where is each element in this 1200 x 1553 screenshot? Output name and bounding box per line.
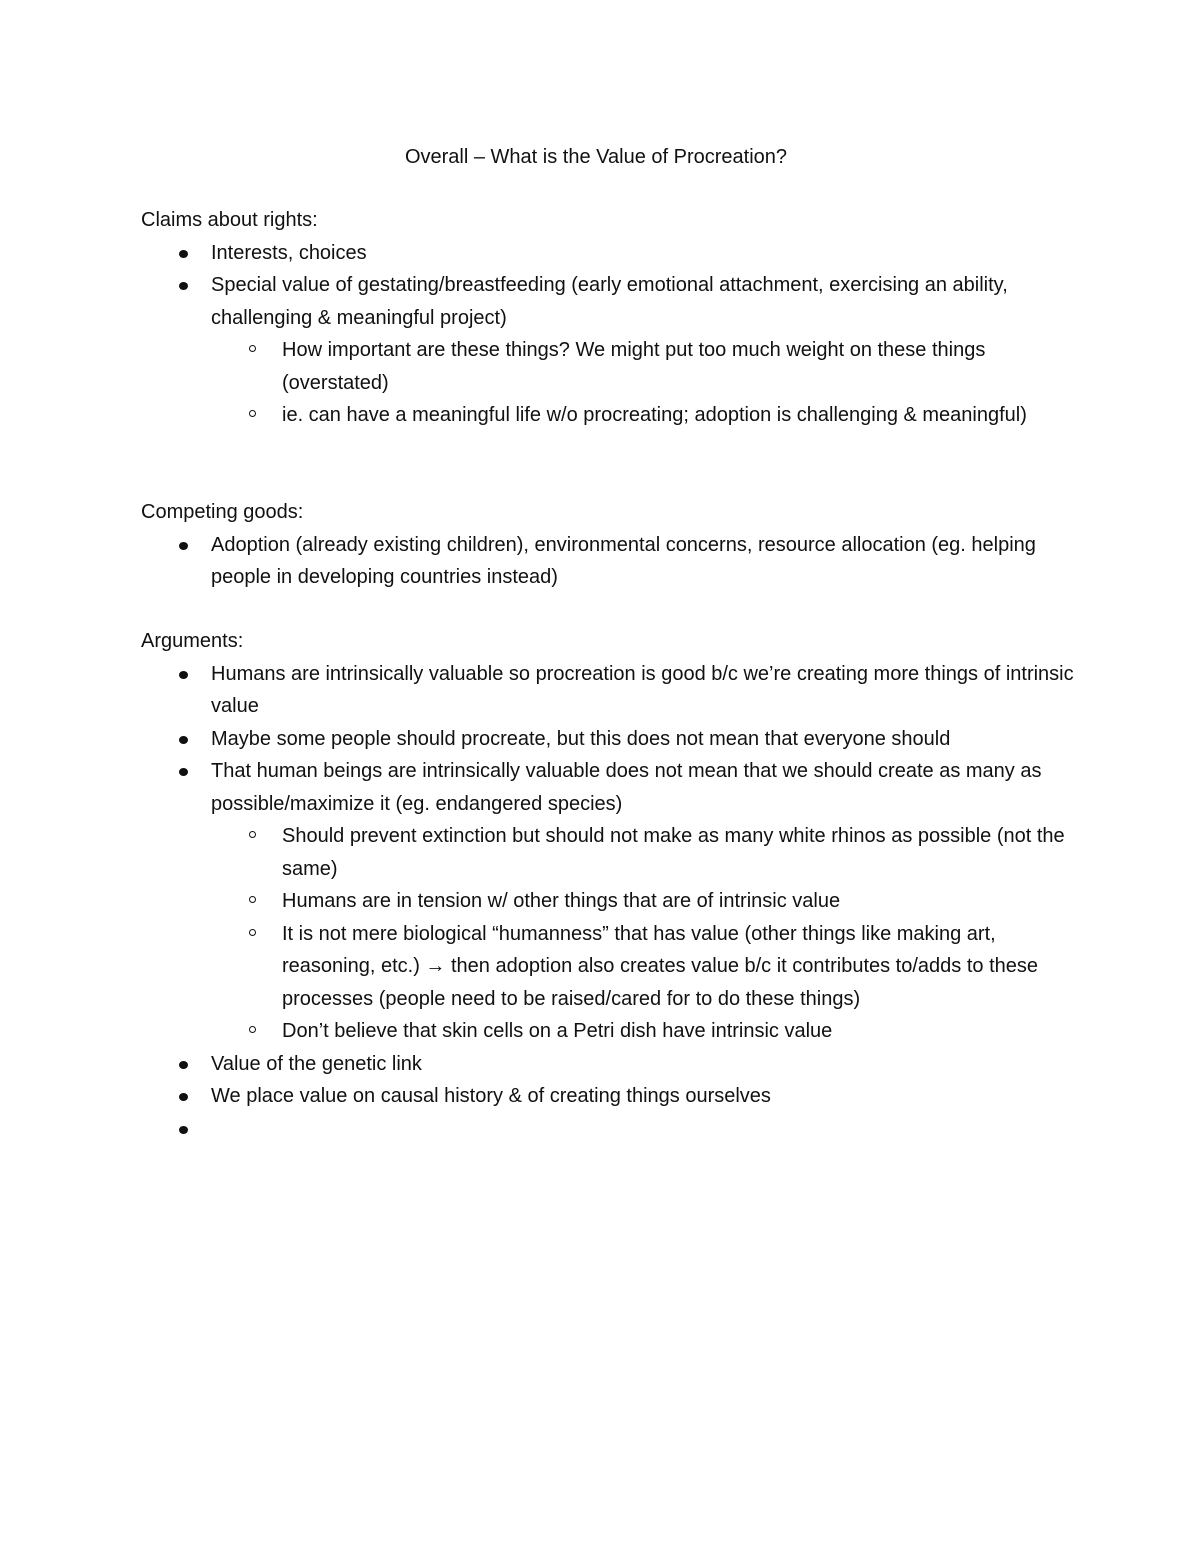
sub-list-item (282, 334, 1081, 399)
filled-bullet-icon (179, 1061, 188, 1069)
filled-bullet-icon (179, 250, 188, 258)
filled-bullet-icon (179, 542, 188, 550)
sub-list-item (282, 1015, 1081, 1048)
list-item-text: We place value on causal history & of creating things ourselves (211, 1085, 771, 1107)
sub-list-item (282, 399, 1081, 432)
sub-bullet-list (211, 334, 1081, 432)
section-heading: Arguments: (141, 630, 244, 652)
list-item-text: Maybe some people should procreate, but this does not mean that everyone should (211, 727, 951, 750)
list-item (211, 723, 1081, 756)
list-item (211, 269, 1081, 432)
bullet-list (141, 529, 1081, 594)
list-item-text: That human beings are intrinsically valuable does not mean that we should create as many as possible/maximize it (eg. endangered species) (211, 760, 1042, 815)
list-item-text: Special value of gestating/breastfeeding (early emotional attachment, exercising an ability, challenging & meaningful project) (211, 274, 1008, 329)
sub-list-item-text: It is not mere biological “humanness” that has value (other things like making art, reasoning, etc.) → then adoption also creates value b/c it contributes to/adds to these processes (people need to be raised/cared for to do these things) (282, 922, 1039, 1010)
section-heading: Competing goods: (141, 501, 304, 523)
section-heading: Claims about rights: (141, 209, 318, 231)
filled-bullet-icon (179, 1126, 188, 1134)
filled-bullet-icon (179, 736, 188, 744)
list-item (211, 658, 1081, 723)
list-item (211, 755, 1081, 1048)
document-title: Overall – What is the Value of Procreation? (404, 146, 788, 168)
hollow-bullet-icon (249, 831, 256, 838)
filled-bullet-icon (179, 1093, 188, 1101)
bullet-list (141, 658, 1081, 1146)
hollow-bullet-icon (249, 929, 256, 936)
sub-list-item-text: Humans are in tension w/ other things that are of intrinsic value (282, 890, 841, 912)
filled-bullet-icon (179, 282, 188, 290)
list-item (211, 1048, 1081, 1081)
sub-list-item-text: Should prevent extinction but should not make as many white rhinos as possible (not the same) (282, 825, 1065, 880)
list-item-text: Value of the genetic link (211, 1052, 422, 1075)
hollow-bullet-icon (249, 1026, 256, 1033)
sub-list-item-text: How important are these things? We might put too much weight on these things (overstated) (282, 339, 986, 394)
list-item-text: Humans are intrinsically valuable so procreation is good b/c we’re creating more things of intrinsic value (211, 662, 1074, 717)
hollow-bullet-icon (249, 410, 256, 417)
list-item-text: Adoption (already existing children), environmental concerns, resource allocation (eg. helping people in developing countries instead) (211, 533, 1036, 588)
sub-list-item (282, 918, 1081, 1016)
hollow-bullet-icon (249, 896, 256, 903)
sub-list-item (282, 820, 1081, 885)
sub-list-item-text: Don’t believe that skin cells on a Petri dish have intrinsic value (282, 1020, 833, 1042)
list-item-empty (211, 1113, 1081, 1146)
list-item (211, 237, 1081, 270)
list-item (211, 529, 1081, 594)
sub-list-item (282, 885, 1081, 918)
filled-bullet-icon (179, 671, 188, 679)
list-item (211, 1080, 1081, 1113)
sub-bullet-list (211, 820, 1081, 1048)
section-competing-goods (141, 496, 1081, 594)
section-claims-about-rights (141, 204, 1081, 432)
filled-bullet-icon (179, 768, 188, 776)
sub-list-item-text: ie. can have a meaningful life w/o procreating; adoption is challenging & meaningful) (282, 404, 1027, 426)
list-item-text: Interests, choices (211, 241, 367, 264)
section-arguments (141, 625, 1081, 1145)
hollow-bullet-icon (249, 345, 256, 352)
bullet-list (141, 237, 1081, 432)
